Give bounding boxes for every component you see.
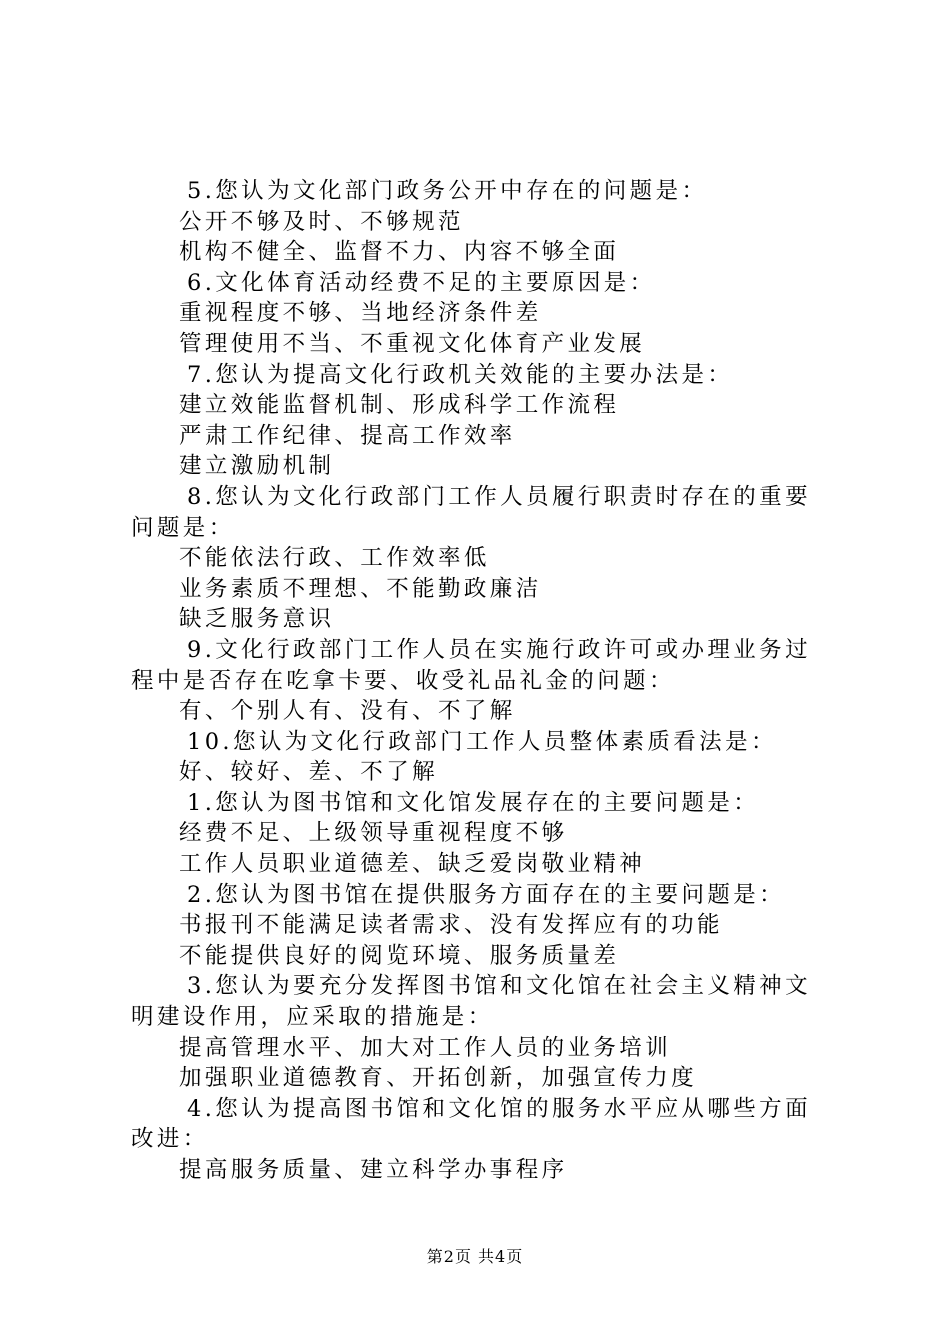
- question-paragraph: 3.您认为要充分发挥图书馆和文化馆在社会主义精神文明建设作用，应采取的措施是：: [131, 973, 811, 1031]
- question-paragraph: 7.您认为提高文化行政机关效能的主要办法是：: [187, 361, 734, 388]
- answer-paragraph: 建立激励机制: [179, 453, 335, 480]
- answer-paragraph: 好、较好、差、不了解: [179, 759, 439, 786]
- answer-paragraph: 重视程度不够、当地经济条件差: [179, 300, 542, 327]
- answer-paragraph: 工作人员职业道德差、缺乏爱岗敬业精神: [179, 851, 646, 878]
- answer-paragraph: 缺乏服务意识: [179, 606, 335, 633]
- question-paragraph: 10.您认为文化行政部门工作人员整体素质看法是：: [187, 728, 777, 755]
- answer-paragraph: 经费不足、上级领导重视程度不够: [179, 820, 568, 847]
- answer-paragraph: 不能提供良好的阅览环境、服务质量差: [179, 942, 620, 969]
- answer-paragraph: 加强职业道德教育、开拓创新，加强宣传力度: [179, 1065, 698, 1092]
- question-paragraph: 9.文化行政部门工作人员在实施行政许可或办理业务过程中是否存在吃拿卡要、收受礼品礼金的问题：: [131, 636, 811, 694]
- question-paragraph: 6.文化体育活动经费不足的主要原因是：: [187, 269, 656, 296]
- answer-paragraph: 公开不够及时、不够规范: [179, 208, 464, 235]
- answer-paragraph: 不能依法行政、工作效率低: [179, 545, 490, 572]
- answer-paragraph: 严肃工作纪律、提高工作效率: [179, 422, 516, 449]
- question-paragraph: 1.您认为图书馆和文化馆发展存在的主要问题是：: [187, 789, 760, 816]
- answer-paragraph: 书报刊不能满足读者需求、没有发挥应有的功能: [179, 912, 723, 939]
- question-paragraph: 4.您认为提高图书馆和文化馆的服务水平应从哪些方面改进：: [131, 1095, 811, 1153]
- page-footer: 第2页 共4页: [426, 1247, 524, 1266]
- answer-paragraph: 提高管理水平、加大对工作人员的业务培训: [179, 1034, 672, 1061]
- question-paragraph: 5.您认为文化部门政务公开中存在的问题是：: [187, 178, 708, 204]
- question-paragraph: 2.您认为图书馆在提供服务方面存在的主要问题是：: [187, 881, 786, 908]
- answer-paragraph: 有、个别人有、没有、不了解: [179, 698, 516, 725]
- question-paragraph: 8.您认为文化行政部门工作人员履行职责时存在的重要问题是：: [131, 483, 811, 541]
- answer-paragraph: 管理使用不当、不重视文化体育产业发展: [179, 330, 646, 357]
- answer-paragraph: 建立效能监督机制、形成科学工作流程: [179, 392, 620, 419]
- answer-paragraph: 提高服务质量、建立科学办事程序: [179, 1157, 568, 1183]
- answer-paragraph: 业务素质不理想、不能勤政廉洁: [179, 575, 542, 602]
- document-body: [131, 176, 833, 1186]
- answer-paragraph: 机构不健全、监督不力、内容不够全面: [179, 239, 620, 266]
